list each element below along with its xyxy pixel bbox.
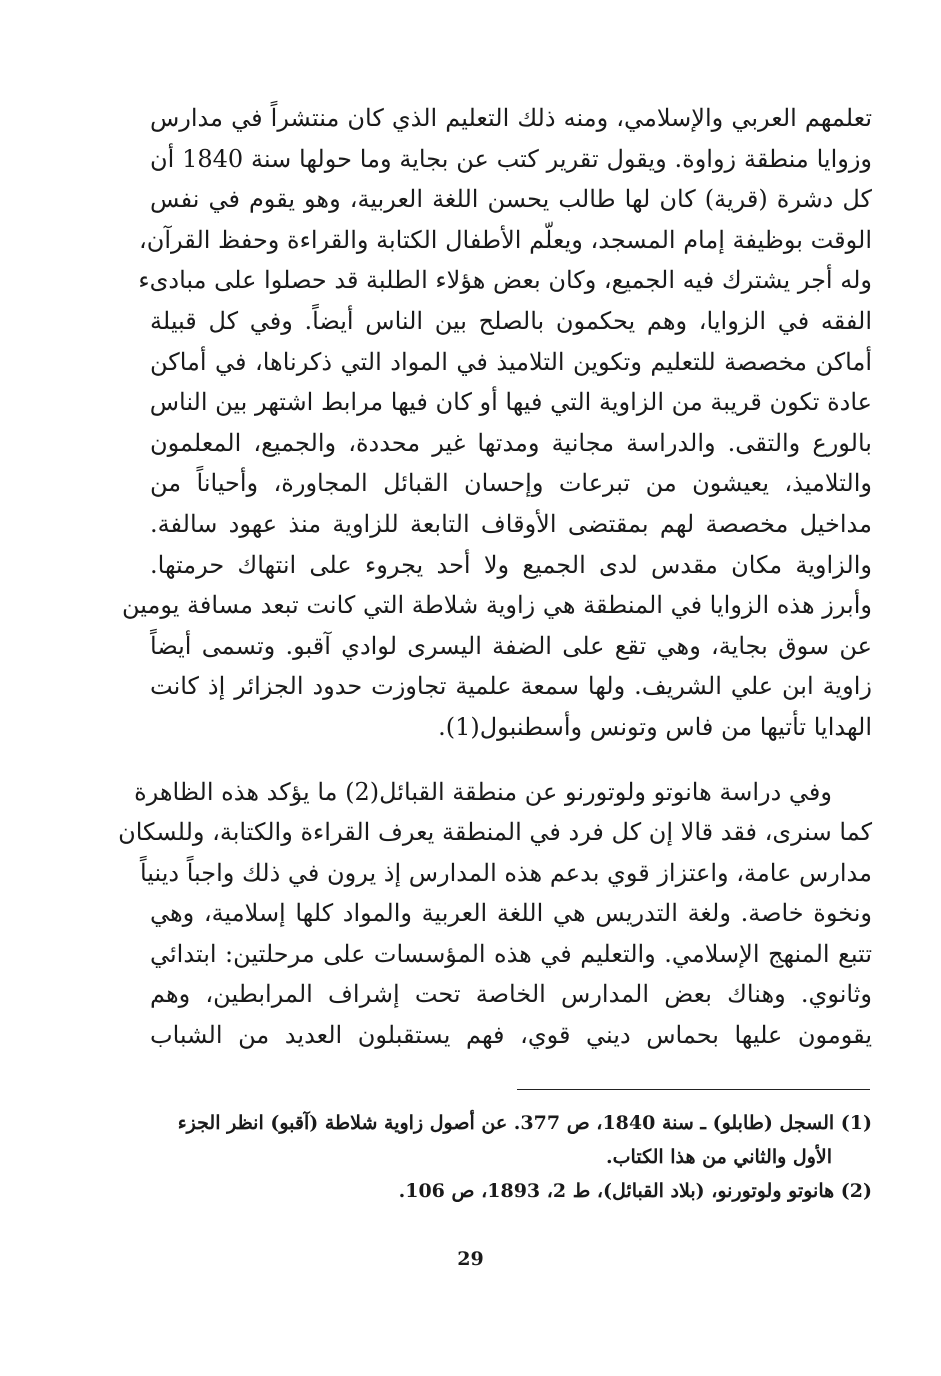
text-line: الفقه في الزوايا، وهم يحكمون بالصلح بين الناس أيضاً. وفي كل قبيلة xyxy=(150,306,872,335)
text-line: أماكن مخصصة للتعليم وتكوين التلاميذ في المواد التي ذكرناها، في أماكن xyxy=(150,347,872,376)
text-line: الهدايا تأتيها من فاس وتونس وأسطنبول(1). xyxy=(438,712,872,741)
text-line: يقومون عليها بحماس ديني قوي، فهم يستقبلون العديد من الشباب xyxy=(150,1021,872,1050)
text-line: وله أجر يشترك فيه الجميع، وكان بعض هؤلاء الطلبة قد حصلوا على مبادىء xyxy=(138,266,872,295)
paragraph-1 xyxy=(121,98,873,748)
page-body xyxy=(118,98,873,1056)
text-line: والزاوية مكان مقدس لدى الجميع ولا أحد يجروء على انتهاك حرمتها. xyxy=(150,550,872,579)
text-line: ونخوة خاصة. ولغة التدريس هي اللغة العربية والمواد كلها إسلامية، وهي xyxy=(150,899,872,928)
footnotes xyxy=(150,1106,872,1208)
footnote-1-line-1: (1) السجل (طابلو) ـ سنة 1840، ص 377. عن أصول زاوية شلاطة (آقبو) انظر الجزء xyxy=(177,1112,872,1134)
footnote-2-line: (2) هانوتو ولوتورنو، (بلاد القبائل)، ط 2، 1893، ص 106. xyxy=(398,1180,872,1202)
text-line: عن سوق بجاية، وهي تقع على الضفة اليسرى لوادي آقبو. وتسمى أيضاً xyxy=(150,631,872,660)
text-line: وزوايا منطقة زواوة. ويقول تقرير كتب عن بجاية وما حولها سنة 1840 أن xyxy=(150,144,873,173)
text-line: تتبع المنهج الإسلامي. والتعليم في هذه المؤسسات على مرحلتين: ابتدائي xyxy=(150,939,872,968)
text-line: مداخيل مخصصة لهم بمقتضى الأوقاف التابعة للزاوية منذ عهود سالفة. xyxy=(150,509,872,538)
page-number: 29 xyxy=(457,1248,484,1270)
text-line: عادة تكون قريبة من الزاوية التي فيها أو كان فيها مرابط اشتهر بين الناس xyxy=(149,388,872,417)
footnote-2 xyxy=(150,1174,872,1208)
text-line: بالورع والتقى. والدراسة مجانية ومدتها غير محددة، والجميع، المعلمون xyxy=(150,428,872,457)
text-line: وثانوي. وهناك بعض المدارس الخاصة تحت إشراف المرابطين، وهم xyxy=(150,980,872,1009)
text-line: وفي دراسة هانوتو ولوتورنو عن منطقة القبائل(2) ما يؤكد هذه الظاهرة xyxy=(134,777,832,806)
text-line: كل دشرة (قرية) كان لها طالب يحسن اللغة العربية، وهو يقوم في نفس xyxy=(150,185,872,214)
paragraph-2 xyxy=(118,772,872,1056)
text-line: الوقت بوظيفة إمام المسجد، ويعلّم الأطفال الكتابة والقراءة وحفظ القرآن، xyxy=(139,225,872,254)
footnote-1-line-2: الأول والثاني من هذا الكتاب. xyxy=(606,1146,832,1168)
text-line: والتلاميذ، يعيشون من تبرعات وإحسان القبائل المجاورة، وأحياناً من xyxy=(150,469,872,498)
text-line: مدارس عامة، واعتزاز قوي بدعم هذه المدارس إذ يرون في ذلك واجباً دينياً xyxy=(139,858,872,887)
footnote-1 xyxy=(150,1106,872,1174)
footnote-divider xyxy=(517,1089,870,1090)
text-line: وأبرز هذه الزوايا في المنطقة هي زاوية شلاطة التي كانت تبعد مسافة يومين xyxy=(121,591,872,620)
text-line: زاوية ابن علي الشريف. ولها سمعة علمية تجاوزت حدود الجزائر إذ كانت xyxy=(150,672,872,701)
text-line: كما سنرى، فقد قالا إن كل فرد في المنطقة يعرف القراءة والكتابة، وللسكان xyxy=(118,818,872,847)
text-line: تعلمهم العربي والإسلامي، ومنه ذلك التعليم الذي كان منتشراً في مدارس xyxy=(150,104,872,132)
